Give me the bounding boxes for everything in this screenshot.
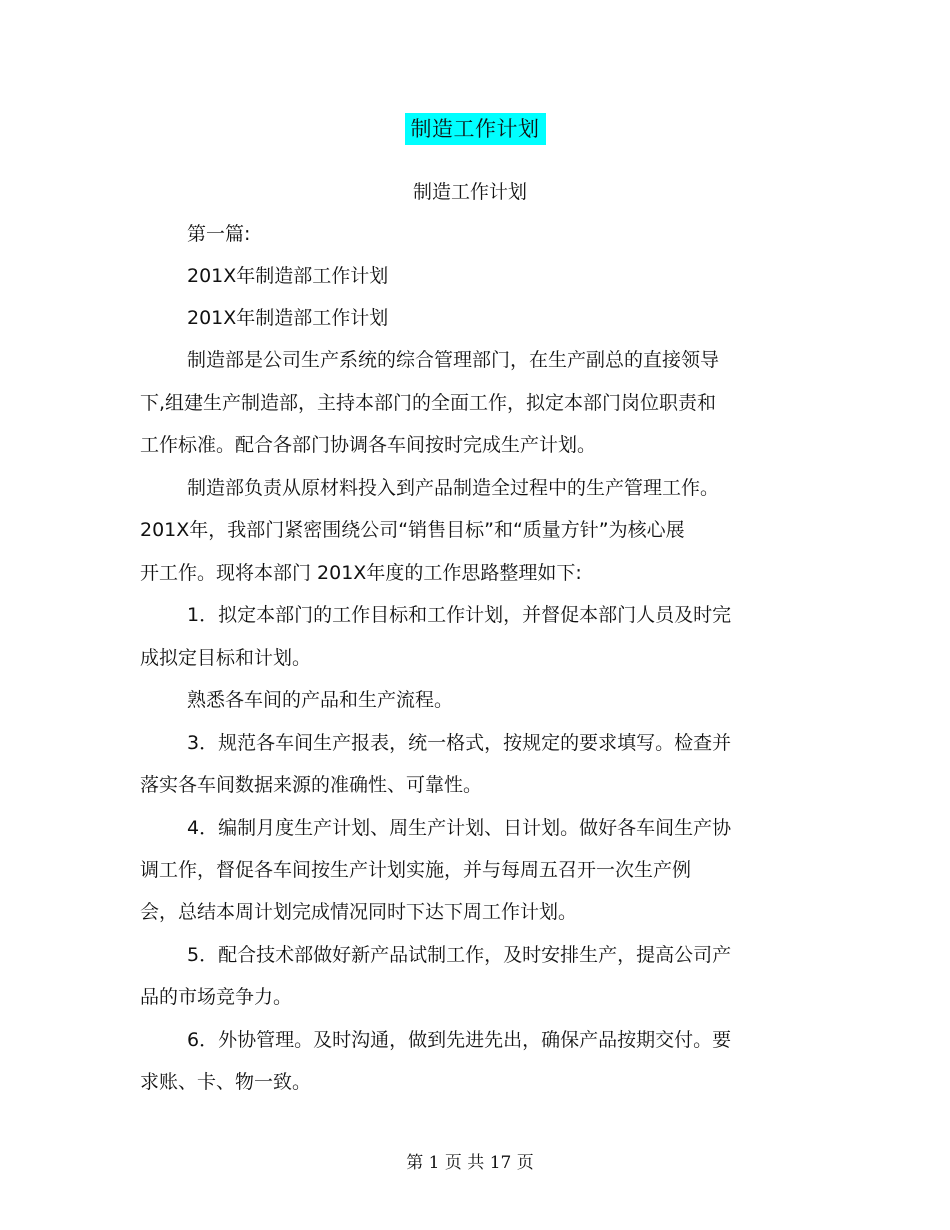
text-line: 求账、卡、物一致。: [140, 1071, 312, 1093]
document-title-wrap: [0, 113, 950, 145]
text-line: 品的市场竞争力。: [140, 986, 293, 1008]
text-line: 会，总结本周计划完成情况同时下达下周工作计划。: [140, 901, 578, 923]
page-footer: 第 1 页 共 17 页: [406, 1153, 534, 1173]
text-line: 6．外协管理。及时沟通，做到先进先出，确保产品按期交付。要: [187, 1029, 732, 1051]
text-line: 制造部是公司生产系统的综合管理部门，在生产副总的直接领导: [187, 349, 720, 371]
document-subtitle: 制造工作计划: [412, 181, 527, 203]
text-line: 下,组建生产制造部，主持本部门的全面工作，拟定本部门岗位职责和: [140, 392, 717, 414]
text-line: 调工作，督促各车间按生产计划实施，并与每周五召开一次生产例: [140, 859, 692, 881]
document-title: 制造工作计划: [405, 113, 546, 145]
text-line: 201X年制造部工作计划: [187, 307, 389, 329]
text-line: 制造部负责从原材料投入到产品制造全过程中的生产管理工作。: [187, 477, 720, 499]
text-line: 工作标准。配合各部门协调各车间按时完成生产计划。: [140, 434, 597, 456]
text-line: 201X年，我部门紧密围绕公司“销售目标”和“质量方针”为核心展: [140, 519, 685, 541]
text-line: 成拟定目标和计划。: [140, 647, 312, 669]
text-line: 熟悉各车间的产品和生产流程。: [187, 689, 454, 711]
text-line: 4．编制月度生产计划、周生产计划、日计划。做好各车间生产协: [187, 817, 732, 839]
text-line: 1．拟定本部门的工作目标和工作计划，并督促本部门人员及时完: [187, 604, 732, 626]
text-line: 5．配合技术部做好新产品试制工作，及时安排生产，提高公司产: [187, 944, 732, 966]
text-line: 落实各车间数据来源的准确性、可靠性。: [140, 774, 483, 796]
text-line: 3．规范各车间生产报表，统一格式，按规定的要求填写。检查并: [187, 732, 732, 754]
text-line: 201X年制造部工作计划: [187, 265, 389, 287]
text-line: 第一篇:: [187, 223, 251, 245]
text-line: 开工作。现将本部门 201X年度的工作思路整理如下:: [140, 562, 582, 584]
